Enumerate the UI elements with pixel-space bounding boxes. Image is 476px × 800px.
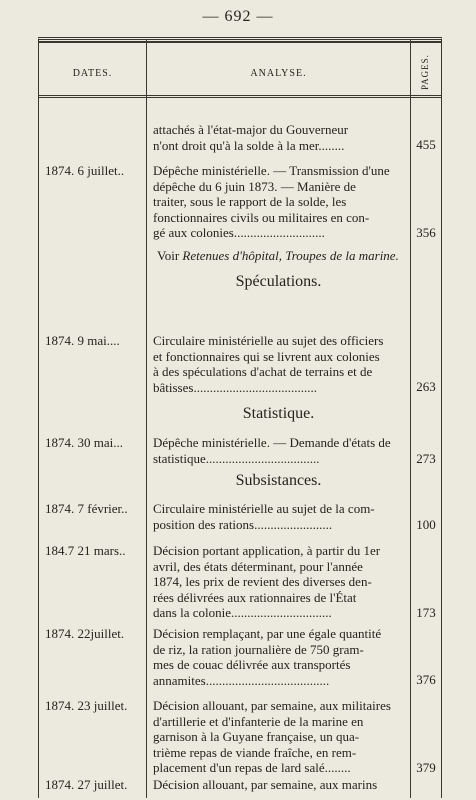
- entry-date: 1874. 6 juillet..: [45, 163, 125, 178]
- section-heading: Subsistances.: [235, 472, 322, 489]
- entry-page: 376: [416, 672, 436, 687]
- entry-text: Circulaire ministérielle au sujet des officiers et fonctionnaires qui se livrent aux colonies à des spéculations d'achat de terrains et de bâtisses......................................: [153, 333, 384, 395]
- entry-date: 1874. 23 juillet.: [45, 698, 128, 713]
- header-rule: [39, 95, 441, 96]
- entry-date: 1874. 22juillet.: [45, 626, 125, 641]
- entry-text: Décision portant application, à partir du 1er avril, des états déterminant, pour l'année 1874, les prix de revient des diverses den- rées délivrées aux rationnaires de l'État dans la colonie...............................: [153, 543, 381, 620]
- table-frame: [38, 37, 442, 798]
- entry-date: 1874. 27 juillet.: [45, 777, 128, 792]
- entry-page: 263: [416, 379, 436, 394]
- entry-page: 379: [416, 760, 436, 775]
- page-number: — 692 —: [202, 8, 274, 25]
- entry-page: 173: [416, 605, 436, 620]
- header-pages: PAGES.: [420, 54, 430, 90]
- entry-date: 1874. 7 février..: [45, 501, 128, 516]
- entry-page: 100: [416, 517, 436, 532]
- entry-date: 1874. 9 mai....: [45, 333, 120, 348]
- entry-text: Dépêche ministérielle. — Demande d'états de statistique...................................: [153, 435, 391, 466]
- entry-text: Dépêche ministérielle. — Transmission d'une dépêche du 6 juin 1873. — Manière de traiter, sous le rapport de la solde, les fonctionnaires civils ou militaires en con- gé aux colonies............................: [153, 163, 390, 240]
- header-dates: DATES.: [72, 68, 113, 79]
- entry-text: Décision remplaçant, par une égale quantité de riz, la ration journalière de 750 gram- mes de couac délivrée aux transportés annamites......................................: [153, 626, 382, 688]
- entry-page: 273: [416, 451, 436, 466]
- header-analyse: ANALYSE.: [250, 68, 307, 79]
- entry-page: 356: [416, 225, 436, 240]
- entry-text: Décision allouant, par semaine, aux militaires d'artillerie et d'infanterie de la marine en garnison à la Guyane française, un qua- trième repas de viande fraîche, en rem- placement d'un repas de lard salé........: [153, 698, 391, 775]
- section-heading: Statistique.: [242, 405, 315, 422]
- entry-text: attachés à l'état-major du Gouverneur n'ont droit qu'à la solde à la mer........: [153, 122, 349, 153]
- entry-text: Circulaire ministérielle au sujet de la com- position des rations........................: [153, 501, 375, 532]
- column-divider: [410, 40, 411, 798]
- entry-page: 455: [416, 137, 436, 152]
- see-also: Voir Retenues d'hôpital, Troupes de la marine.: [157, 248, 399, 263]
- entry-date: 184.7 21 mars..: [45, 543, 126, 558]
- entry-text: Décision allouant, par semaine, aux marins: [153, 777, 378, 792]
- entry-date: 1874. 30 mai...: [45, 435, 123, 450]
- section-heading: Spéculations.: [235, 273, 322, 290]
- header-rule: [39, 97, 441, 98]
